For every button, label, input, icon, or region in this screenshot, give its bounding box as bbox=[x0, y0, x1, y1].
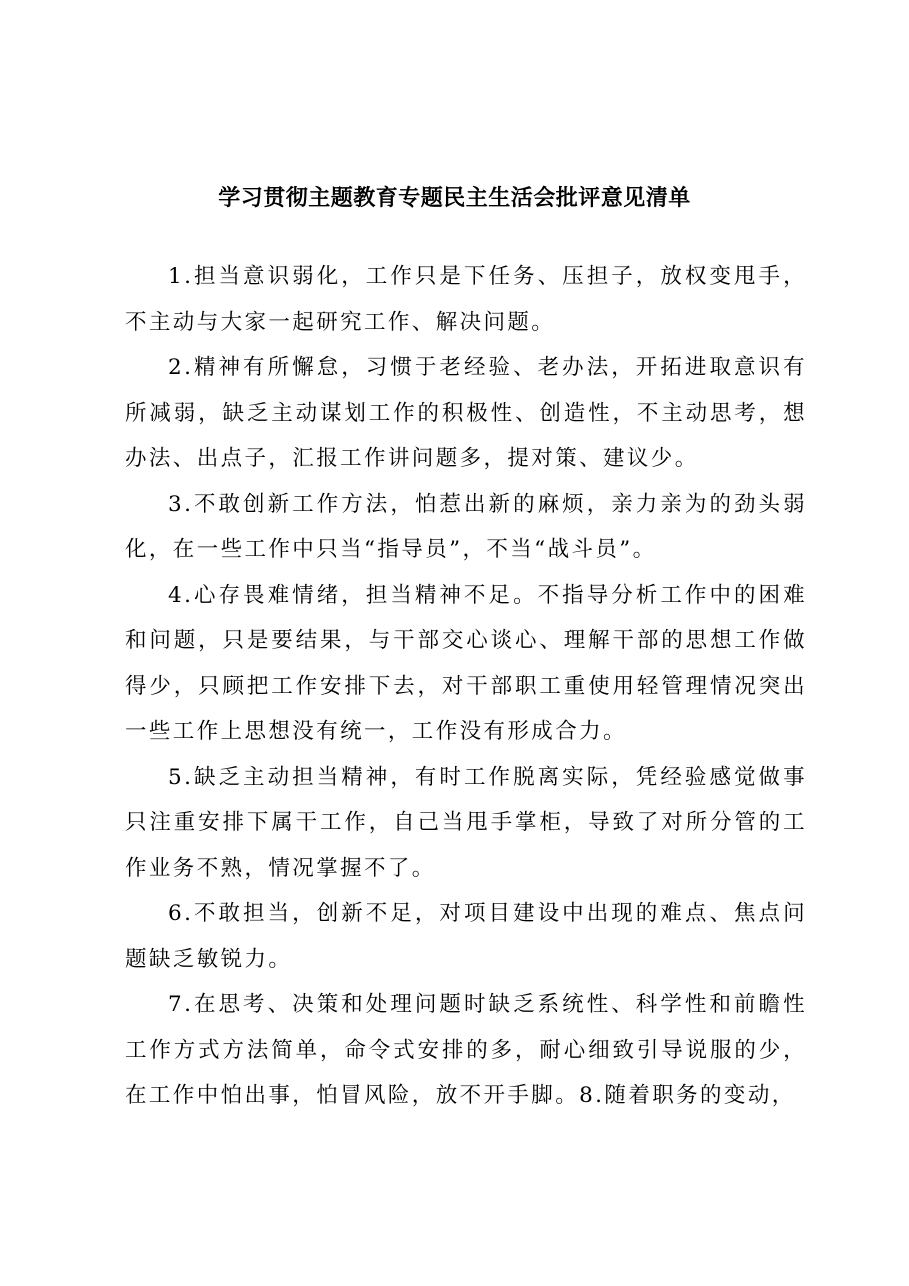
paragraph-1: 1.担当意识弱化，工作只是下任务、压担子，放权变甩手，不主动与大家一起研究工作、解决问题。 bbox=[125, 264, 807, 335]
paragraph-2: 2.精神有所懈怠，习惯于老经验、老办法，开拓进取意识有所减弱，缺乏主动谋划工作的积极性、创造性，不主动思考，想办法、出点子，汇报工作讲问题多，提对策、建议少。 bbox=[125, 355, 807, 471]
document-body bbox=[125, 254, 807, 1119]
paragraph-4: 4.心存畏难情绪，担当精神不足。不指导分析工作中的困难和问题，只是要结果，与干部交心谈心、理解干部的思想工作做得少，只顾把工作安排下去，对干部职工重使用轻管理情况突出一些工作上思想没有统一，工作没有形成合力。 bbox=[125, 582, 807, 744]
paragraph-6: 6.不敢担当，创新不足，对项目建设中出现的难点、焦点问题缺乏敏锐力。 bbox=[125, 901, 807, 972]
paragraph-7: 7.在思考、决策和处理问题时缺乏系统性、科学性和前瞻性工作方式方法简单，命令式安排的多，耐心细致引导说服的少，在工作中怕出事，怕冒风险，放不开手脚。8.随着职务的变动， bbox=[125, 992, 807, 1108]
paragraph-5: 5.缺乏主动担当精神，有时工作脱离实际，凭经验感觉做事只注重安排下属干工作，自己当甩手掌柜，导致了对所分管的工作业务不熟，情况掌握不了。 bbox=[125, 764, 807, 881]
document-title: 学习贯彻主题教育专题民主生活会批评意见清单 bbox=[218, 185, 691, 211]
paragraph-3: 3.不敢创新工作方法，怕惹出新的麻烦，亲力亲为的劲头弱化，在一些工作中只当“指导员”，不当“战斗员”。 bbox=[125, 491, 807, 562]
